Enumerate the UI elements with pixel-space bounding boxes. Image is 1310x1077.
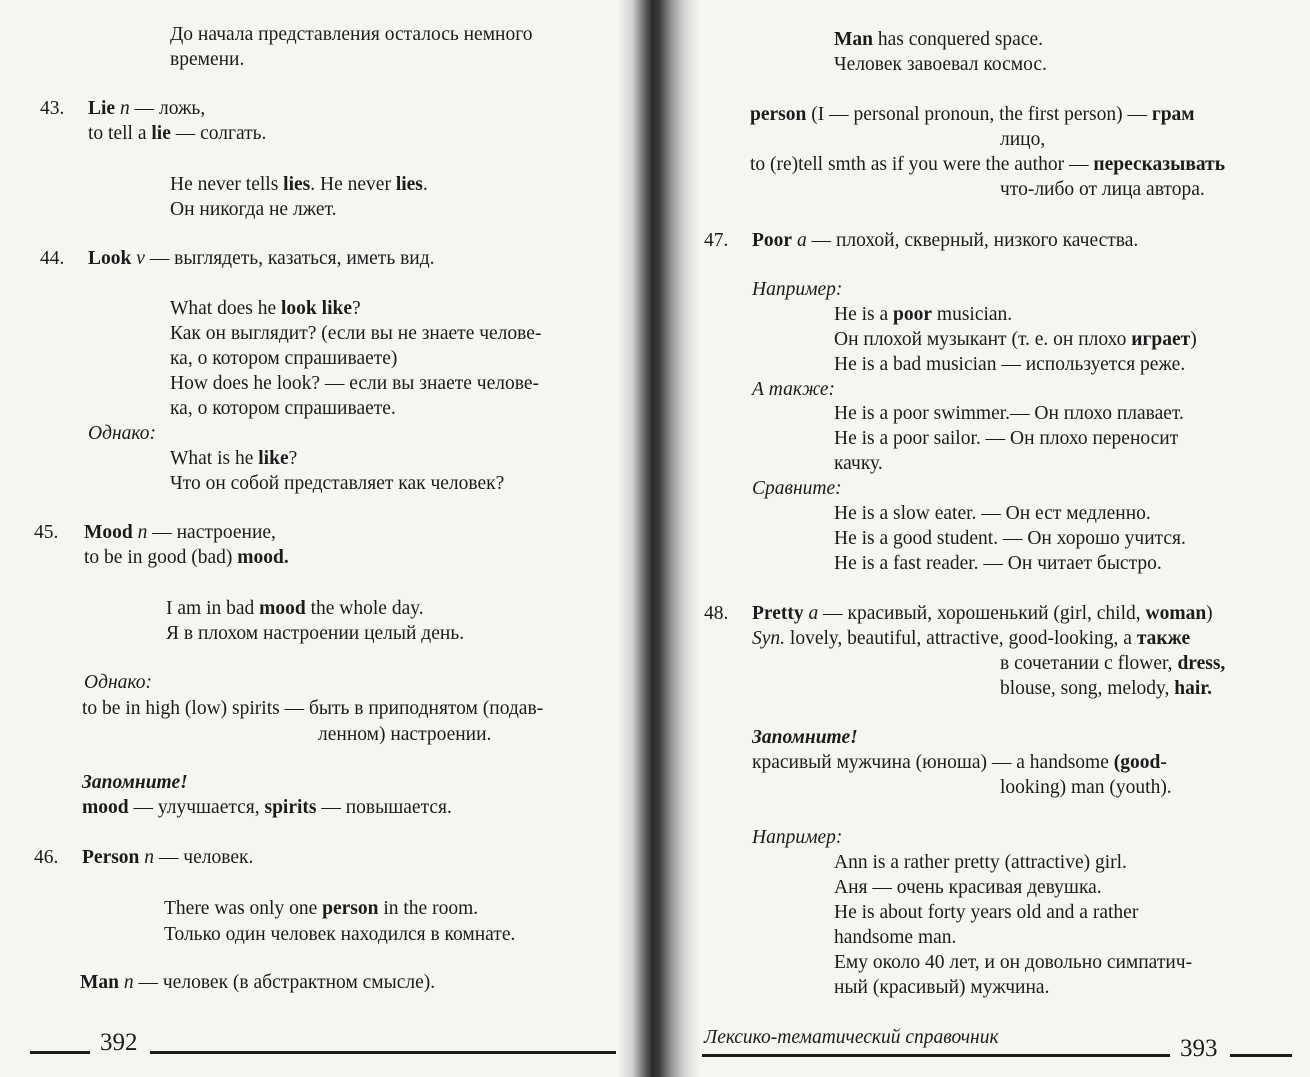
page-number: 392 [100, 1029, 138, 1056]
text: There was only one [164, 898, 323, 919]
text: I am in bad [166, 598, 260, 619]
text: has conquered space. [873, 29, 1044, 50]
definition: — плохой, скверный, низкого качества. [806, 230, 1139, 251]
pos-label: a [808, 603, 819, 624]
definition: — настроение, [147, 522, 276, 543]
bold-term: poor [893, 304, 933, 325]
example-line [166, 596, 424, 621]
text: He is a [834, 304, 894, 325]
pos-label: n [144, 847, 155, 868]
intro-line-1: До начала представления осталось немного [170, 24, 533, 45]
text: in the room. [378, 898, 479, 919]
entry-43-phrase [88, 121, 266, 146]
bold-term: dress, [1177, 653, 1226, 674]
entry-43-headline [88, 96, 205, 121]
text: ) [1190, 329, 1197, 350]
headword-mood: Mood [84, 522, 133, 543]
man-line [80, 970, 435, 995]
bold-term: woman [1145, 603, 1207, 624]
text: . [422, 174, 428, 195]
bold-term: person [750, 104, 807, 125]
bold-term: (good- [1113, 752, 1167, 773]
example-line [834, 302, 1012, 327]
however-label: Однако: [88, 423, 156, 444]
bold-term: mood. [237, 547, 289, 568]
remember-line [752, 750, 1167, 775]
pos-label: n [137, 522, 148, 543]
example-line: Как он выглядит? (если вы не знаете челове- [170, 323, 542, 344]
bold-term: hair. [1174, 678, 1212, 699]
synonyms-line [1000, 676, 1212, 701]
phrase-line: ленном) настроении. [318, 724, 492, 745]
definition: — человек (в абстрактном смысле). [133, 972, 436, 993]
text: красивый мужчина (юноша) — a handsome [752, 752, 1114, 773]
person-sense-line: что-либо от лица автора. [1000, 179, 1205, 200]
example-line: How does he look? — если вы знаете челове- [170, 373, 539, 394]
example-line: handsome man. [834, 927, 957, 948]
example-line: He is a good student. — Он хорошо учится. [834, 528, 1186, 549]
remember-line [82, 795, 452, 820]
definition: — выглядеть, казаться, иметь вид. [144, 248, 435, 269]
left-page [0, 0, 628, 1077]
phrase-line: to be in high (low) spirits — быть в приподнятом (подав- [82, 698, 544, 719]
bold-term: Man [834, 29, 873, 50]
example-line [170, 446, 297, 471]
entry-number-44: 44. [40, 248, 65, 269]
bold-term: грам [1151, 104, 1195, 125]
example-line: Аня — очень красивая девушка. [834, 877, 1102, 898]
example-line: ка, о котором спрашиваете. [170, 398, 396, 419]
entry-46-headline [82, 845, 253, 870]
text: — улучшается, [128, 797, 265, 818]
text: ) [1206, 603, 1213, 624]
text: blouse, song, melody, [1000, 678, 1175, 699]
running-title: Лексико-тематический справочник [704, 1027, 999, 1048]
example-translation: Только один человек находился в комнате. [164, 924, 516, 945]
entry-number-46: 46. [34, 847, 59, 868]
example-line: He is a slow eater. — Он ест медленно. [834, 503, 1151, 524]
entry-45-phrase [84, 545, 289, 570]
compare-label: Сравните: [752, 478, 842, 499]
headword-lie: Lie [88, 98, 116, 119]
remember-label: Запомните! [82, 772, 188, 793]
person-sense-line [750, 152, 1225, 177]
entry-number-43: 43. [40, 98, 65, 119]
example-line: Ему около 40 лет, и он довольно симпатич- [834, 952, 1193, 973]
pos-label: v [136, 248, 145, 269]
example-line [834, 27, 1043, 52]
example-line [170, 296, 361, 321]
pos-label: n [119, 98, 130, 119]
text: ? [288, 448, 298, 469]
bold-term: lie [151, 123, 171, 144]
headword-poor: Poor [752, 230, 793, 251]
example-line: ка, о котором спрашиваете) [170, 348, 398, 369]
bold-term: spirits [264, 797, 317, 818]
text: musician. [932, 304, 1013, 325]
text: — повышается. [316, 797, 452, 818]
for-example-label: Например: [752, 279, 843, 300]
bold-term: person [322, 898, 379, 919]
headword-pretty: Pretty [752, 603, 804, 624]
bold-term: look like [281, 298, 352, 319]
bold-term: Man [80, 972, 119, 993]
right-page [690, 0, 1310, 1077]
example-line: качку. [834, 453, 883, 474]
example-line: He is about forty years old and a rather [834, 902, 1139, 923]
example-translation: Он никогда не лжет. [170, 199, 337, 220]
text: to be in good (bad) [84, 547, 238, 568]
bold-term: играет [1131, 329, 1191, 350]
definition: — красивый, хорошенький (girl, child, [818, 603, 1146, 624]
example-line: He is a poor sailor. — Он плохо переносит [834, 428, 1179, 449]
text: to tell a [88, 123, 152, 144]
synonyms-line [752, 626, 1190, 651]
definition: — человек. [154, 847, 254, 868]
example-line [170, 172, 428, 197]
example-line: ный (красивый) мужчина. [834, 977, 1050, 998]
text: Он плохой музыкант (т. е. он плохо [834, 329, 1132, 350]
footer-rule-right [150, 1051, 616, 1054]
example-line: Что он собой представляет как человек? [170, 473, 505, 494]
text: в сочетании с flower, [1000, 653, 1178, 674]
page-number: 393 [1180, 1035, 1218, 1062]
book-gutter [618, 0, 700, 1077]
entry-44-headline [88, 246, 435, 271]
pos-label: a [796, 230, 807, 251]
footer-rule-left [702, 1054, 1170, 1057]
example-line [834, 327, 1197, 352]
entry-47-headline [752, 228, 1138, 253]
bold-term: mood [259, 598, 306, 619]
text: (I — personal pronoun, the first person) — [806, 104, 1152, 125]
example-translation: Я в плохом настроении целый день. [166, 623, 465, 644]
definition: — ложь, [129, 98, 206, 119]
syn-label: Syn. [752, 628, 786, 649]
headword-look: Look [88, 248, 132, 269]
example-line: Ann is a rather pretty (attractive) girl. [834, 852, 1127, 873]
person-sense-line [750, 102, 1195, 127]
bold-term: mood [82, 797, 129, 818]
footer-rule-left [30, 1051, 90, 1054]
bold-term: like [258, 448, 289, 469]
remember-label: Запомните! [752, 727, 858, 748]
text: the whole day. [305, 598, 424, 619]
text: . He never [310, 174, 396, 195]
text: ? [352, 298, 361, 319]
example-translation: Человек завоевал космос. [834, 54, 1047, 75]
for-example-label: Например: [752, 827, 843, 848]
bold-term: lies [395, 174, 423, 195]
entry-48-headline [752, 601, 1213, 626]
text: to (re)tell smth as if you were the author — [750, 154, 1094, 175]
bold-term: пересказывать [1093, 154, 1226, 175]
text: He never tells [170, 174, 284, 195]
entry-number-48: 48. [704, 603, 729, 624]
example-line: He is a bad musician — используется реже. [834, 354, 1186, 375]
footer-rule-right [1230, 1054, 1292, 1057]
text: What is he [170, 448, 259, 469]
bold-term: lies [283, 174, 311, 195]
pos-label: n [123, 972, 134, 993]
intro-line-2: времени. [170, 49, 245, 70]
entry-number-45: 45. [34, 522, 59, 543]
person-sense-line: лицо, [1000, 129, 1046, 150]
headword-person: Person [82, 847, 140, 868]
text: lovely, beautiful, attractive, good-looking, а [785, 628, 1137, 649]
however-label: Однако: [84, 672, 152, 693]
synonyms-line [1000, 651, 1225, 676]
bold-term: также [1136, 628, 1191, 649]
also-label: А также: [752, 379, 836, 400]
example-line: He is a poor swimmer.— Он плохо плавает. [834, 403, 1184, 424]
example-line: He is a fast reader. — Он читает быстро. [834, 553, 1162, 574]
text: What does he [170, 298, 282, 319]
example-line [164, 896, 478, 921]
text: — солгать. [170, 123, 267, 144]
remember-line: looking) man (youth). [1000, 777, 1172, 798]
entry-45-headline [84, 520, 276, 545]
entry-number-47: 47. [704, 230, 729, 251]
